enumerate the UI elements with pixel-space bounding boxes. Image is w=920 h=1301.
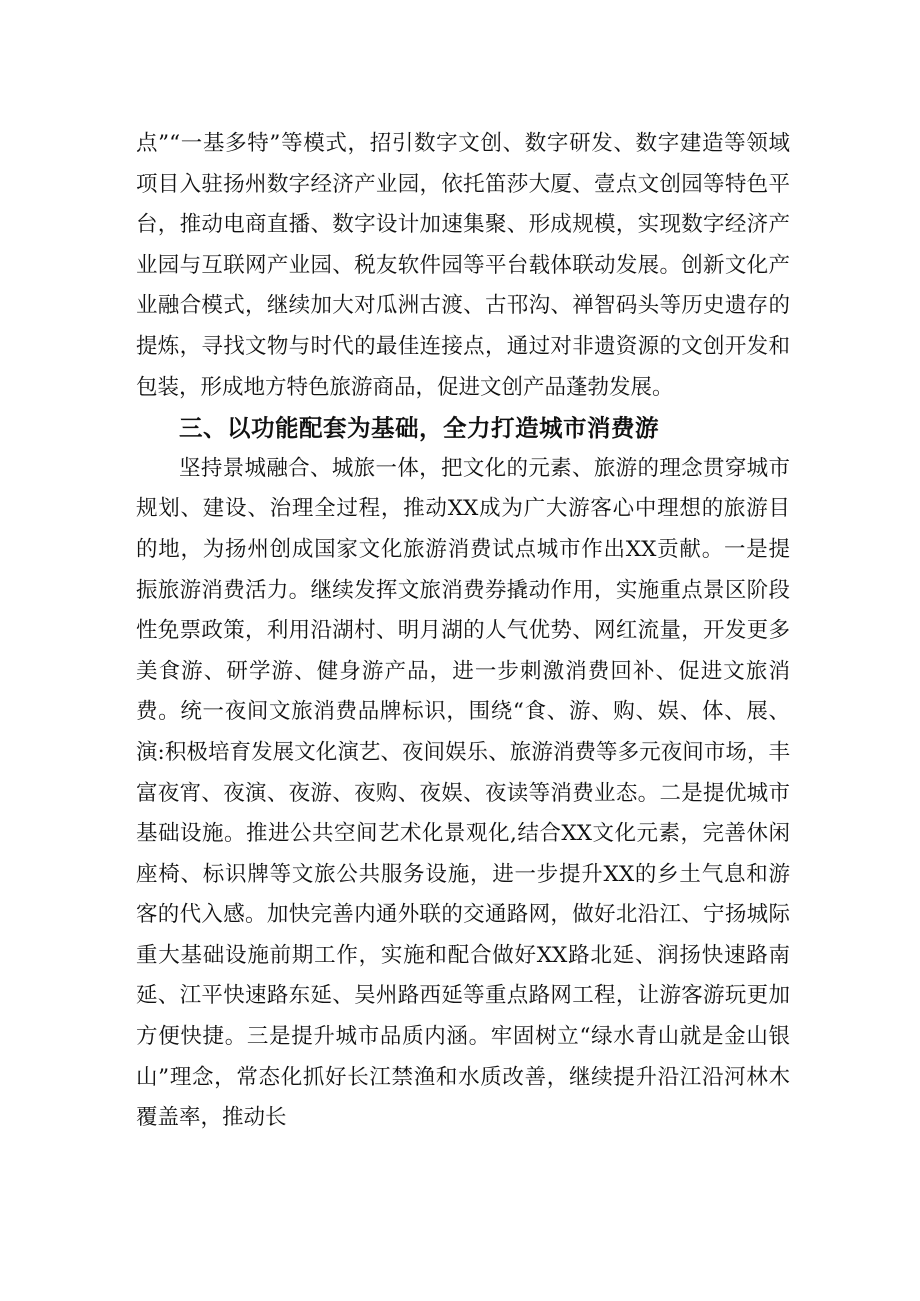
body-paragraph: 坚持景城融合、城旅一体，把文化的元素、旅游的理念贯穿城市规划、建设、治理全过程，推动XX成为广大游客心中理想的旅游目的地，为扬州创成国家文化旅游消费试点城市作出XX贡献。一是提振旅游消费活力。继续发挥文旅消费券撬动作用，实施重点景区阶段性免票政策，利用沿湖村、明月湖的人气优势、网红流量，开发更多美食游、研学游、健身游产品，进一步刺激消费回补、促进文旅消费。统一夜间文旅消费品牌标识，围绕“食、游、购、娱、体、展、演:积极培育发展文化演艺、夜间娱乐、旅游消费等多元夜间市场，丰富夜宵、夜演、夜游、夜购、夜娱、夜读等消费业态。二是提优城市基础设施。推进公共空间艺术化景观化,结合XX文化元素，完善休闲座椅、标识牌等文旅公共服务设施，进一步提升XX的乡土气息和游客的代入感。加快完善内通外联的交通路网，做好北沿江、宁扬城际重大基础设施前期工作，实施和配合做好XX路北延、润扬快速路南延、江平快速路东延、吴州路西延等重点路网工程，让游客游玩更加方便快捷。三是提升城市品质内涵。牢固树立“绿水青山就是金山银山”理念，常态化抓好长江禁渔和水质改善，继续提升沿江沿河林木覆盖率，推动长 (136, 455, 790, 1131)
document-page (136, 124, 790, 1139)
body-paragraph-continued: 点”“一基多特”等模式，招引数字文创、数字研发、数字建造等领域项目入驻扬州数字经济产业园，依托笛莎大厦、壹点文创园等特色平台，推动电商直播、数字设计加速集聚、形成规模，实现数字经济产业园与互联网产业园、税友软件园等平台载体联动发展。创新文化产业融合模式，继续加大对瓜洲古渡、古邗沟、禅智码头等历史遗存的提炼，寻找文物与时代的最佳连接点，通过对非遗资源的文创开发和包装，形成地方特色旅游商品，促进文创产品蓬勃发展。 (136, 131, 790, 400)
section-heading: 三、以功能配套为基础，全力打造城市消费游 (179, 414, 659, 443)
